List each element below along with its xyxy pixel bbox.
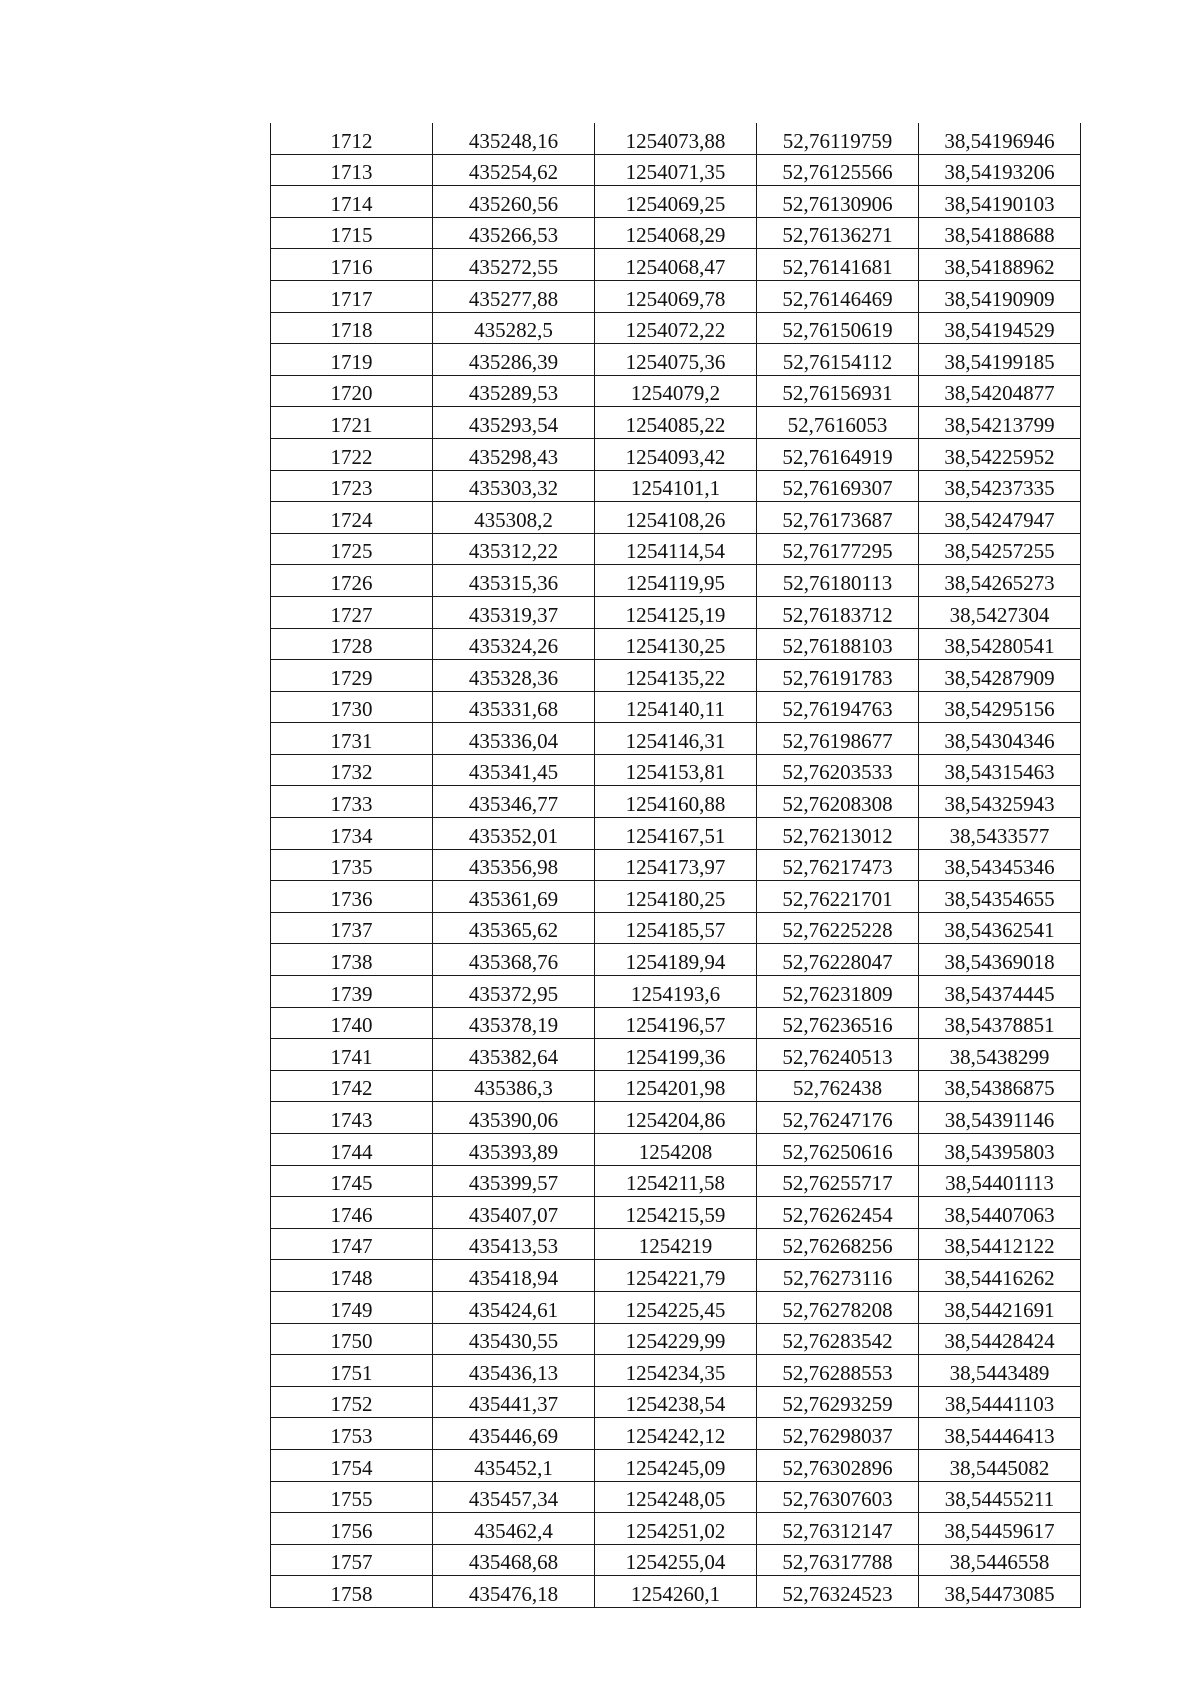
x-coordinate-cell: 435346,77: [433, 786, 595, 818]
point-number-cell: 1753: [271, 1418, 433, 1450]
table-row: [271, 375, 1081, 407]
y-coordinate-cell: 1254093,42: [595, 438, 757, 470]
point-number-cell: 1741: [271, 1039, 433, 1071]
latitude-cell: 52,76125566: [757, 154, 919, 186]
point-number-cell: 1724: [271, 502, 433, 534]
point-number-cell: 1714: [271, 186, 433, 218]
latitude-cell: 52,76228047: [757, 944, 919, 976]
longitude-cell: 38,54345346: [919, 849, 1081, 881]
y-coordinate-cell: 1254201,98: [595, 1070, 757, 1102]
y-coordinate-cell: 1254238,54: [595, 1386, 757, 1418]
table-row: [271, 1197, 1081, 1229]
x-coordinate-cell: 435298,43: [433, 438, 595, 470]
table-row: [271, 1291, 1081, 1323]
y-coordinate-cell: 1254199,36: [595, 1039, 757, 1071]
longitude-cell: 38,54287909: [919, 660, 1081, 692]
latitude-cell: 52,76164919: [757, 438, 919, 470]
longitude-cell: 38,54378851: [919, 1007, 1081, 1039]
longitude-cell: 38,54459617: [919, 1513, 1081, 1545]
table-row: [271, 786, 1081, 818]
latitude-cell: 52,76288553: [757, 1355, 919, 1387]
x-coordinate-cell: 435368,76: [433, 944, 595, 976]
x-coordinate-cell: 435382,64: [433, 1039, 595, 1071]
y-coordinate-cell: 1254101,1: [595, 470, 757, 502]
y-coordinate-cell: 1254229,99: [595, 1323, 757, 1355]
y-coordinate-cell: 1254146,31: [595, 723, 757, 755]
table-row: [271, 1418, 1081, 1450]
latitude-cell: 52,76225228: [757, 912, 919, 944]
longitude-cell: 38,54315463: [919, 754, 1081, 786]
x-coordinate-cell: 435446,69: [433, 1418, 595, 1450]
y-coordinate-cell: 1254153,81: [595, 754, 757, 786]
latitude-cell: 52,76154112: [757, 344, 919, 376]
longitude-cell: 38,54196946: [919, 123, 1081, 154]
x-coordinate-cell: 435372,95: [433, 976, 595, 1008]
point-number-cell: 1723: [271, 470, 433, 502]
y-coordinate-cell: 1254242,12: [595, 1418, 757, 1450]
latitude-cell: 52,76312147: [757, 1513, 919, 1545]
x-coordinate-cell: 435418,94: [433, 1260, 595, 1292]
y-coordinate-cell: 1254108,26: [595, 502, 757, 534]
point-number-cell: 1733: [271, 786, 433, 818]
longitude-cell: 38,54395803: [919, 1134, 1081, 1166]
x-coordinate-cell: 435254,62: [433, 154, 595, 186]
x-coordinate-cell: 435399,57: [433, 1165, 595, 1197]
point-number-cell: 1716: [271, 249, 433, 281]
longitude-cell: 38,54265273: [919, 565, 1081, 597]
x-coordinate-cell: 435289,53: [433, 375, 595, 407]
y-coordinate-cell: 1254255,04: [595, 1544, 757, 1576]
x-coordinate-cell: 435352,01: [433, 818, 595, 850]
x-coordinate-cell: 435424,61: [433, 1291, 595, 1323]
point-number-cell: 1750: [271, 1323, 433, 1355]
table-row: [271, 1386, 1081, 1418]
latitude-cell: 52,76183712: [757, 596, 919, 628]
y-coordinate-cell: 1254119,95: [595, 565, 757, 597]
x-coordinate-cell: 435457,34: [433, 1481, 595, 1513]
table-row: [271, 660, 1081, 692]
table-row: [271, 217, 1081, 249]
latitude-cell: 52,76317788: [757, 1544, 919, 1576]
longitude-cell: 38,54428424: [919, 1323, 1081, 1355]
table-row: [271, 1576, 1081, 1608]
point-number-cell: 1748: [271, 1260, 433, 1292]
x-coordinate-cell: 435390,06: [433, 1102, 595, 1134]
point-number-cell: 1747: [271, 1228, 433, 1260]
x-coordinate-cell: 435441,37: [433, 1386, 595, 1418]
x-coordinate-cell: 435312,22: [433, 533, 595, 565]
x-coordinate-cell: 435308,2: [433, 502, 595, 534]
point-number-cell: 1721: [271, 407, 433, 439]
longitude-cell: 38,5443489: [919, 1355, 1081, 1387]
y-coordinate-cell: 1254196,57: [595, 1007, 757, 1039]
table-row: [271, 1481, 1081, 1513]
point-number-cell: 1755: [271, 1481, 433, 1513]
x-coordinate-cell: 435436,13: [433, 1355, 595, 1387]
point-number-cell: 1749: [271, 1291, 433, 1323]
point-number-cell: 1718: [271, 312, 433, 344]
y-coordinate-cell: 1254185,57: [595, 912, 757, 944]
x-coordinate-cell: 435462,4: [433, 1513, 595, 1545]
latitude-cell: 52,76136271: [757, 217, 919, 249]
point-number-cell: 1757: [271, 1544, 433, 1576]
longitude-cell: 38,5445082: [919, 1449, 1081, 1481]
latitude-cell: 52,762438: [757, 1070, 919, 1102]
longitude-cell: 38,54304346: [919, 723, 1081, 755]
table-row: [271, 438, 1081, 470]
latitude-cell: 52,7616053: [757, 407, 919, 439]
point-number-cell: 1717: [271, 280, 433, 312]
y-coordinate-cell: 1254160,88: [595, 786, 757, 818]
table-row: [271, 912, 1081, 944]
x-coordinate-cell: 435365,62: [433, 912, 595, 944]
latitude-cell: 52,76255717: [757, 1165, 919, 1197]
x-coordinate-cell: 435315,36: [433, 565, 595, 597]
y-coordinate-cell: 1254069,25: [595, 186, 757, 218]
x-coordinate-cell: 435331,68: [433, 691, 595, 723]
latitude-cell: 52,76130906: [757, 186, 919, 218]
point-number-cell: 1740: [271, 1007, 433, 1039]
point-number-cell: 1715: [271, 217, 433, 249]
point-number-cell: 1730: [271, 691, 433, 723]
point-number-cell: 1728: [271, 628, 433, 660]
point-number-cell: 1752: [271, 1386, 433, 1418]
y-coordinate-cell: 1254073,88: [595, 123, 757, 154]
x-coordinate-cell: 435430,55: [433, 1323, 595, 1355]
table-row: [271, 1007, 1081, 1039]
longitude-cell: 38,54188962: [919, 249, 1081, 281]
table-row: [271, 1355, 1081, 1387]
table-row: [271, 280, 1081, 312]
longitude-cell: 38,54204877: [919, 375, 1081, 407]
y-coordinate-cell: 1254069,78: [595, 280, 757, 312]
table-row: [271, 154, 1081, 186]
y-coordinate-cell: 1254245,09: [595, 1449, 757, 1481]
y-coordinate-cell: 1254068,29: [595, 217, 757, 249]
x-coordinate-cell: 435282,5: [433, 312, 595, 344]
longitude-cell: 38,54374445: [919, 976, 1081, 1008]
latitude-cell: 52,76191783: [757, 660, 919, 692]
point-number-cell: 1756: [271, 1513, 433, 1545]
latitude-cell: 52,76213012: [757, 818, 919, 850]
longitude-cell: 38,54391146: [919, 1102, 1081, 1134]
longitude-cell: 38,54421691: [919, 1291, 1081, 1323]
y-coordinate-cell: 1254260,1: [595, 1576, 757, 1608]
table-row: [271, 849, 1081, 881]
latitude-cell: 52,76247176: [757, 1102, 919, 1134]
table-row: [271, 1544, 1081, 1576]
table-row: [271, 691, 1081, 723]
latitude-cell: 52,76119759: [757, 123, 919, 154]
coordinates-table: [270, 123, 1081, 1608]
table-row: [271, 1260, 1081, 1292]
x-coordinate-cell: 435293,54: [433, 407, 595, 439]
table-row: [271, 123, 1081, 154]
longitude-cell: 38,54362541: [919, 912, 1081, 944]
y-coordinate-cell: 1254204,86: [595, 1102, 757, 1134]
table-row: [271, 502, 1081, 534]
y-coordinate-cell: 1254193,6: [595, 976, 757, 1008]
latitude-cell: 52,76298037: [757, 1418, 919, 1450]
latitude-cell: 52,76141681: [757, 249, 919, 281]
longitude-cell: 38,54190103: [919, 186, 1081, 218]
latitude-cell: 52,76169307: [757, 470, 919, 502]
longitude-cell: 38,54407063: [919, 1197, 1081, 1229]
latitude-cell: 52,76217473: [757, 849, 919, 881]
x-coordinate-cell: 435319,37: [433, 596, 595, 628]
point-number-cell: 1738: [271, 944, 433, 976]
latitude-cell: 52,76194763: [757, 691, 919, 723]
latitude-cell: 52,76240513: [757, 1039, 919, 1071]
y-coordinate-cell: 1254173,97: [595, 849, 757, 881]
latitude-cell: 52,76250616: [757, 1134, 919, 1166]
y-coordinate-cell: 1254167,51: [595, 818, 757, 850]
point-number-cell: 1746: [271, 1197, 433, 1229]
longitude-cell: 38,54188688: [919, 217, 1081, 249]
x-coordinate-cell: 435328,36: [433, 660, 595, 692]
longitude-cell: 38,54325943: [919, 786, 1081, 818]
longitude-cell: 38,54401113: [919, 1165, 1081, 1197]
table-row: [271, 249, 1081, 281]
latitude-cell: 52,76293259: [757, 1386, 919, 1418]
table-row: [271, 596, 1081, 628]
latitude-cell: 52,76231809: [757, 976, 919, 1008]
table-row: [271, 944, 1081, 976]
point-number-cell: 1713: [271, 154, 433, 186]
latitude-cell: 52,76173687: [757, 502, 919, 534]
y-coordinate-cell: 1254211,58: [595, 1165, 757, 1197]
latitude-cell: 52,76236516: [757, 1007, 919, 1039]
longitude-cell: 38,54354655: [919, 881, 1081, 913]
x-coordinate-cell: 435336,04: [433, 723, 595, 755]
longitude-cell: 38,54455211: [919, 1481, 1081, 1513]
latitude-cell: 52,76221701: [757, 881, 919, 913]
point-number-cell: 1744: [271, 1134, 433, 1166]
longitude-cell: 38,54199185: [919, 344, 1081, 376]
y-coordinate-cell: 1254221,79: [595, 1260, 757, 1292]
longitude-cell: 38,5446558: [919, 1544, 1081, 1576]
longitude-cell: 38,54247947: [919, 502, 1081, 534]
x-coordinate-cell: 435407,07: [433, 1197, 595, 1229]
point-number-cell: 1758: [271, 1576, 433, 1608]
table-row: [271, 186, 1081, 218]
table-row: [271, 565, 1081, 597]
table-row: [271, 1134, 1081, 1166]
table-row: [271, 312, 1081, 344]
latitude-cell: 52,76273116: [757, 1260, 919, 1292]
longitude-cell: 38,54386875: [919, 1070, 1081, 1102]
y-coordinate-cell: 1254072,22: [595, 312, 757, 344]
y-coordinate-cell: 1254215,59: [595, 1197, 757, 1229]
point-number-cell: 1737: [271, 912, 433, 944]
table-row: [271, 1513, 1081, 1545]
point-number-cell: 1720: [271, 375, 433, 407]
table-row: [271, 1323, 1081, 1355]
y-coordinate-cell: 1254130,25: [595, 628, 757, 660]
longitude-cell: 38,54257255: [919, 533, 1081, 565]
table-row: [271, 533, 1081, 565]
y-coordinate-cell: 1254225,45: [595, 1291, 757, 1323]
latitude-cell: 52,76278208: [757, 1291, 919, 1323]
y-coordinate-cell: 1254114,54: [595, 533, 757, 565]
table-row: [271, 407, 1081, 439]
x-coordinate-cell: 435356,98: [433, 849, 595, 881]
point-number-cell: 1732: [271, 754, 433, 786]
table-row: [271, 344, 1081, 376]
longitude-cell: 38,5433577: [919, 818, 1081, 850]
latitude-cell: 52,76180113: [757, 565, 919, 597]
y-coordinate-cell: 1254068,47: [595, 249, 757, 281]
y-coordinate-cell: 1254251,02: [595, 1513, 757, 1545]
x-coordinate-cell: 435303,32: [433, 470, 595, 502]
latitude-cell: 52,76198677: [757, 723, 919, 755]
x-coordinate-cell: 435393,89: [433, 1134, 595, 1166]
y-coordinate-cell: 1254085,22: [595, 407, 757, 439]
x-coordinate-cell: 435452,1: [433, 1449, 595, 1481]
latitude-cell: 52,76203533: [757, 754, 919, 786]
longitude-cell: 38,54237335: [919, 470, 1081, 502]
table-row: [271, 628, 1081, 660]
table-row: [271, 1165, 1081, 1197]
longitude-cell: 38,5438299: [919, 1039, 1081, 1071]
latitude-cell: 52,76283542: [757, 1323, 919, 1355]
table-row: [271, 723, 1081, 755]
y-coordinate-cell: 1254208: [595, 1134, 757, 1166]
x-coordinate-cell: 435266,53: [433, 217, 595, 249]
latitude-cell: 52,76262454: [757, 1197, 919, 1229]
latitude-cell: 52,76150619: [757, 312, 919, 344]
table-row: [271, 976, 1081, 1008]
x-coordinate-cell: 435386,3: [433, 1070, 595, 1102]
point-number-cell: 1722: [271, 438, 433, 470]
x-coordinate-cell: 435378,19: [433, 1007, 595, 1039]
table-row: [271, 1449, 1081, 1481]
table-row: [271, 470, 1081, 502]
longitude-cell: 38,54369018: [919, 944, 1081, 976]
point-number-cell: 1751: [271, 1355, 433, 1387]
latitude-cell: 52,76188103: [757, 628, 919, 660]
longitude-cell: 38,54193206: [919, 154, 1081, 186]
table-row: [271, 881, 1081, 913]
x-coordinate-cell: 435413,53: [433, 1228, 595, 1260]
coordinates-table-body: [271, 123, 1081, 1607]
latitude-cell: 52,76177295: [757, 533, 919, 565]
x-coordinate-cell: 435286,39: [433, 344, 595, 376]
y-coordinate-cell: 1254075,36: [595, 344, 757, 376]
x-coordinate-cell: 435260,56: [433, 186, 595, 218]
y-coordinate-cell: 1254135,22: [595, 660, 757, 692]
longitude-cell: 38,54446413: [919, 1418, 1081, 1450]
latitude-cell: 52,76208308: [757, 786, 919, 818]
y-coordinate-cell: 1254248,05: [595, 1481, 757, 1513]
longitude-cell: 38,54295156: [919, 691, 1081, 723]
point-number-cell: 1729: [271, 660, 433, 692]
point-number-cell: 1734: [271, 818, 433, 850]
point-number-cell: 1742: [271, 1070, 433, 1102]
point-number-cell: 1735: [271, 849, 433, 881]
point-number-cell: 1725: [271, 533, 433, 565]
longitude-cell: 38,54280541: [919, 628, 1081, 660]
y-coordinate-cell: 1254189,94: [595, 944, 757, 976]
x-coordinate-cell: 435341,45: [433, 754, 595, 786]
point-number-cell: 1719: [271, 344, 433, 376]
y-coordinate-cell: 1254071,35: [595, 154, 757, 186]
x-coordinate-cell: 435361,69: [433, 881, 595, 913]
x-coordinate-cell: 435272,55: [433, 249, 595, 281]
point-number-cell: 1745: [271, 1165, 433, 1197]
y-coordinate-cell: 1254219: [595, 1228, 757, 1260]
y-coordinate-cell: 1254140,11: [595, 691, 757, 723]
point-number-cell: 1726: [271, 565, 433, 597]
longitude-cell: 38,54194529: [919, 312, 1081, 344]
latitude-cell: 52,76268256: [757, 1228, 919, 1260]
x-coordinate-cell: 435248,16: [433, 123, 595, 154]
point-number-cell: 1712: [271, 123, 433, 154]
point-number-cell: 1754: [271, 1449, 433, 1481]
point-number-cell: 1727: [271, 596, 433, 628]
x-coordinate-cell: 435468,68: [433, 1544, 595, 1576]
point-number-cell: 1743: [271, 1102, 433, 1134]
longitude-cell: 38,54441103: [919, 1386, 1081, 1418]
latitude-cell: 52,76156931: [757, 375, 919, 407]
longitude-cell: 38,54412122: [919, 1228, 1081, 1260]
point-number-cell: 1736: [271, 881, 433, 913]
longitude-cell: 38,54213799: [919, 407, 1081, 439]
longitude-cell: 38,5427304: [919, 596, 1081, 628]
table-row: [271, 818, 1081, 850]
y-coordinate-cell: 1254180,25: [595, 881, 757, 913]
table-row: [271, 1039, 1081, 1071]
x-coordinate-cell: 435277,88: [433, 280, 595, 312]
y-coordinate-cell: 1254234,35: [595, 1355, 757, 1387]
latitude-cell: 52,76302896: [757, 1449, 919, 1481]
longitude-cell: 38,54225952: [919, 438, 1081, 470]
longitude-cell: 38,54190909: [919, 280, 1081, 312]
point-number-cell: 1739: [271, 976, 433, 1008]
longitude-cell: 38,54416262: [919, 1260, 1081, 1292]
latitude-cell: 52,76146469: [757, 280, 919, 312]
table-row: [271, 754, 1081, 786]
latitude-cell: 52,76307603: [757, 1481, 919, 1513]
y-coordinate-cell: 1254125,19: [595, 596, 757, 628]
x-coordinate-cell: 435324,26: [433, 628, 595, 660]
x-coordinate-cell: 435476,18: [433, 1576, 595, 1608]
point-number-cell: 1731: [271, 723, 433, 755]
table-row: [271, 1102, 1081, 1134]
latitude-cell: 52,76324523: [757, 1576, 919, 1608]
table-row: [271, 1070, 1081, 1102]
longitude-cell: 38,54473085: [919, 1576, 1081, 1608]
table-row: [271, 1228, 1081, 1260]
y-coordinate-cell: 1254079,2: [595, 375, 757, 407]
